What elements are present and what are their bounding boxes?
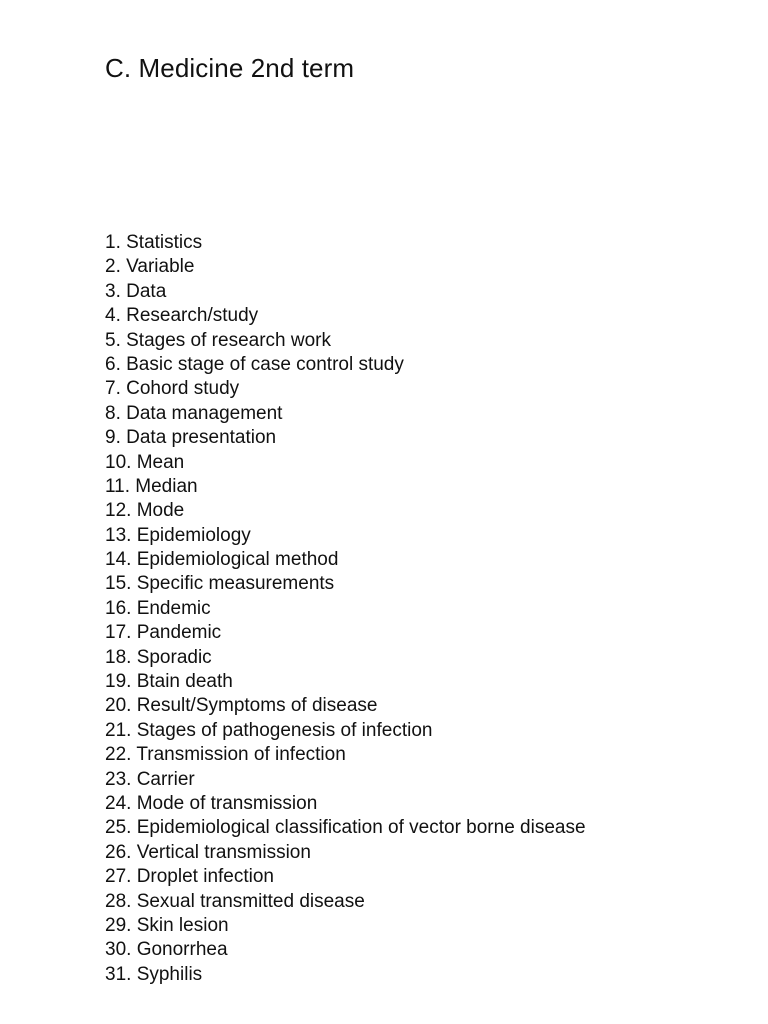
topic-item: 11. Median (105, 475, 198, 497)
topic-item: 7. Cohord study (105, 378, 240, 400)
topic-item: 20. Result/Symptoms of disease (105, 695, 378, 717)
topic-item: 22. Transmission of infection (105, 744, 346, 766)
topic-list (105, 231, 586, 987)
topic-item: 30. Gonorrhea (105, 939, 228, 961)
topic-item: 4. Research/study (105, 305, 259, 327)
topic-item: 31. Syphilis (105, 963, 203, 985)
topic-item: 9. Data presentation (105, 427, 277, 449)
topic-item: 28. Sexual transmitted disease (105, 890, 365, 912)
topic-item: 8. Data management (105, 402, 283, 424)
topic-item: 29. Skin lesion (105, 914, 229, 936)
topic-item: 13. Epidemiology (105, 524, 251, 546)
topic-item: 23. Carrier (105, 768, 195, 790)
topic-item: 12. Mode (105, 500, 185, 522)
topic-item: 26. Vertical transmission (105, 841, 311, 863)
topic-item: 24. Mode of transmission (105, 792, 318, 814)
topic-item: 19. Btain death (105, 671, 233, 693)
topic-item: 15. Specific measurements (105, 573, 335, 595)
topic-item: 21. Stages of pathogenesis of infection (105, 719, 433, 741)
topic-item: 27. Droplet infection (105, 866, 274, 888)
topic-item: 3. Data (105, 280, 167, 302)
topic-item: 2. Variable (105, 256, 195, 278)
topic-item: 5. Stages of research work (105, 329, 331, 351)
topic-item: 6. Basic stage of case control study (105, 353, 404, 375)
topic-item: 17. Pandemic (105, 622, 222, 644)
topic-item: 25. Epidemiological classification of vector borne disease (105, 817, 586, 839)
topic-item: 16. Endemic (105, 597, 211, 619)
topic-item: 10. Mean (105, 451, 185, 473)
page-title: C. Medicine 2nd term (105, 53, 355, 83)
topic-item: 14. Epidemiological method (105, 549, 339, 571)
topic-item: 1. Statistics (105, 232, 203, 253)
topic-item: 18. Sporadic (105, 646, 212, 668)
